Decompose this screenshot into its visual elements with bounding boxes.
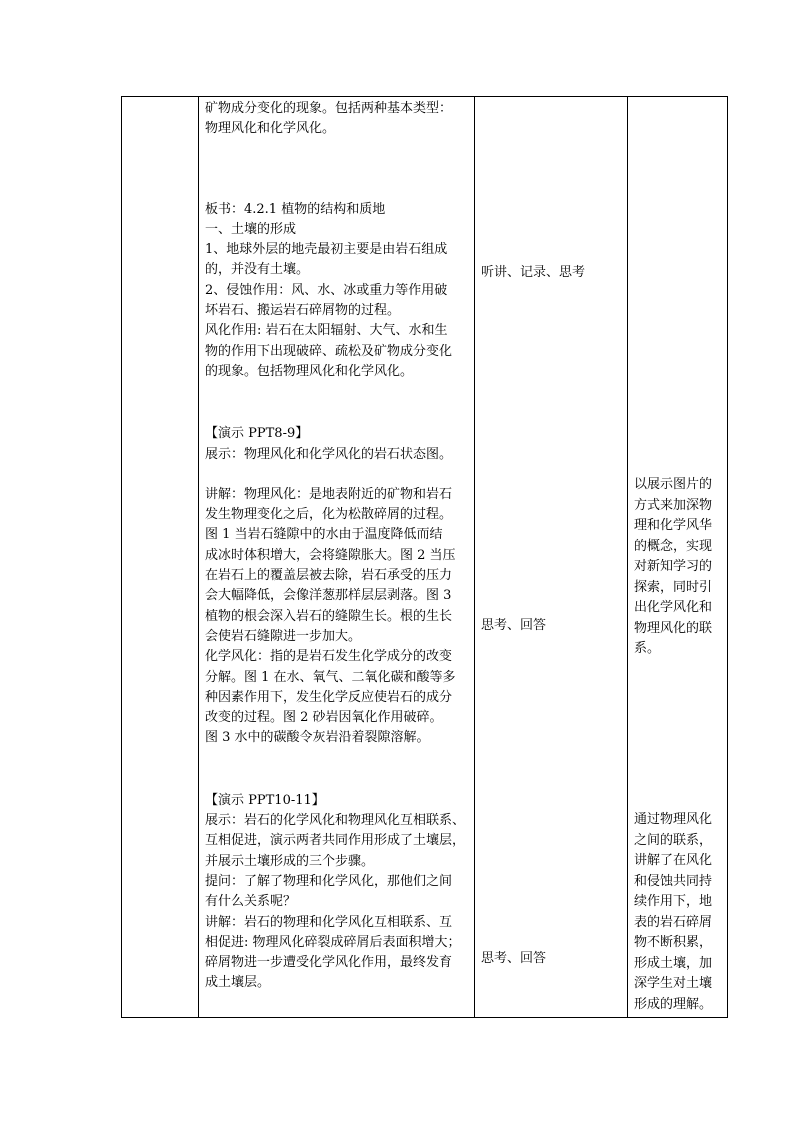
text-line: 提问：了解了物理和化学风化，那他们之间 xyxy=(205,873,453,889)
text-line: 展示：岩石的化学风化和物理风化互相联系、 xyxy=(205,813,466,829)
design-intent-cell xyxy=(628,97,728,1018)
intro-block xyxy=(205,99,471,140)
text-line: 坏岩石、搬运岩石碎屑物的过程。 xyxy=(205,303,401,319)
weathering-explanation-block xyxy=(205,485,471,749)
text-line: 【演示 PPT10-11】 xyxy=(205,792,325,808)
text-line: 之间的联系， xyxy=(634,832,713,848)
text-line: 物理风化和化学风化。 xyxy=(205,121,336,137)
text-line: 相促进: 物理风化碎裂成碎屑后表面积增大； xyxy=(205,934,461,950)
teacher-activity-cell xyxy=(199,97,475,1018)
text-line: 物不断积累， xyxy=(634,935,713,950)
text-line: 形成的理解。 xyxy=(634,996,713,1012)
table-row xyxy=(122,97,728,1018)
text-line: 2、侵蚀作用：风、水、冰或重力等作用破 xyxy=(205,282,448,298)
text-line: 图 3 水中的碳酸令灰岩沿着裂隙溶解。 xyxy=(205,730,430,746)
text-line: 一、土壤的形成 xyxy=(205,221,297,237)
design-intent-1 xyxy=(634,475,724,660)
text-line: 和侵蚀共同持 xyxy=(634,873,713,889)
text-line: 通过物理风化 xyxy=(634,812,713,827)
text-line: 以展示图片的 xyxy=(634,477,713,492)
teacher-activity-text xyxy=(205,99,471,994)
text-line: 板书：4.2.1 植物的结构和质地 xyxy=(205,201,386,217)
text-line: 深学生对土壤 xyxy=(634,976,713,991)
text-line: 改变的过程。图 2 砂岩因氧化作用破碎。 xyxy=(205,710,443,726)
text-line: 的现象。包括物理风化和化学风化。 xyxy=(205,363,414,379)
text-line: 有什么关系呢？ xyxy=(205,894,297,910)
text-line: 会使岩石缝隙进一步加大。 xyxy=(205,628,362,644)
demo-ppt8-9-block xyxy=(205,424,471,465)
text-line: 对新知学习的 xyxy=(634,559,713,574)
text-line: 的，并没有土壤。 xyxy=(205,262,310,278)
text-line: 发生物理变化之后，化为松散碎屑的过程。 xyxy=(205,507,453,523)
text-line: 种因素作用下，发生化学反应使岩石的成分 xyxy=(205,689,453,705)
text-line: 互相促进，演示两者共同作用形成了土壤层， xyxy=(205,833,466,849)
text-line: 探索，同时引 xyxy=(634,579,713,595)
student-activity-cell xyxy=(475,97,628,1018)
text-line: 成冰时体积增大，会将缝隙胀大。图 2 当压 xyxy=(205,547,456,563)
text-line: 续作用下，地 xyxy=(634,894,713,909)
text-line: 展示：物理风化和化学风化的岩石状态图。 xyxy=(205,446,453,462)
text-line: 在岩石上的覆盖层被去除，岩石承受的压力 xyxy=(205,568,453,584)
board-notes-block xyxy=(205,200,471,383)
text-line: 碎屑物进一步遭受化学风化作用，最终发育 xyxy=(205,955,453,971)
text-line: 图 1 当岩石缝隙中的水由于温度降低而结 xyxy=(205,527,443,543)
text-line: 出化学风化和 xyxy=(634,600,713,615)
text-line: 形成土壤，加 xyxy=(634,955,713,971)
text-line: 并展示土壤形成的三个步骤。 xyxy=(205,853,375,869)
text-line: 化学风化：指的是岩石发生化学成分的改变 xyxy=(205,649,453,665)
text-line: 植物的根会深入岩石的缝隙生长。根的生长 xyxy=(205,608,453,624)
text-line: 矿物成分变化的现象。包括两种基本类型： xyxy=(205,101,453,116)
text-line: 分解。图 1 在水、氧气、二氧化碳和酸等多 xyxy=(205,669,456,685)
text-line: 成土壤层。 xyxy=(205,975,271,991)
student-activity-3: 思考、回答 xyxy=(481,951,547,966)
demo-ppt10-11-block xyxy=(205,791,471,994)
student-activity-2: 思考、回答 xyxy=(481,618,547,633)
text-line: 讲解：岩石的物理和化学风化互相联系、互 xyxy=(205,914,453,930)
text-line: 方式来加深物 xyxy=(634,497,713,513)
design-intent-2 xyxy=(634,810,724,1015)
text-line: 【演示 PPT8-9】 xyxy=(205,426,309,442)
text-line: 1、地球外层的地壳最初主要是由岩石组成 xyxy=(205,242,448,258)
lesson-plan-table xyxy=(121,96,728,1018)
text-line: 会大幅降低，会像洋葱那样层层剥落。图 3 xyxy=(205,588,452,604)
text-line: 讲解：物理风化：是地表附近的矿物和岩石 xyxy=(205,486,453,502)
text-line: 理和化学风华 xyxy=(634,518,713,533)
empty-column-cell xyxy=(122,97,199,1018)
text-line: 的概念，实现 xyxy=(634,538,713,554)
text-line: 风化作用: 岩石在太阳辐射、大气、水和生 xyxy=(205,323,448,339)
text-line: 物的作用下出现破碎、疏松及矿物成分变化 xyxy=(205,343,453,359)
text-line: 系。 xyxy=(634,641,661,656)
text-line: 表的岩石碎屑 xyxy=(634,914,713,930)
text-line: 物理风化的联 xyxy=(634,620,713,636)
text-line: 讲解了在风化 xyxy=(634,853,713,868)
student-activity-1: 听讲、记录、思考 xyxy=(481,265,586,280)
